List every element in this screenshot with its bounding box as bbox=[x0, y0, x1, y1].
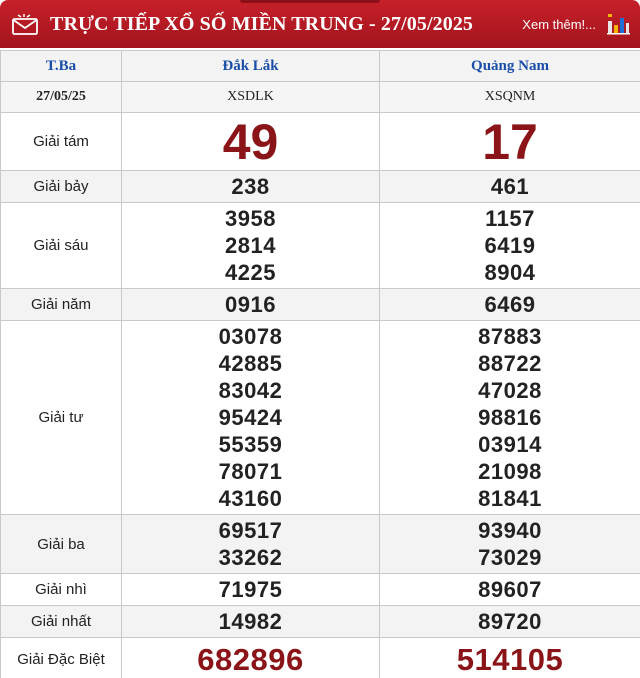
prize-number: 55359 bbox=[218, 432, 283, 457]
prize-cell bbox=[380, 171, 640, 203]
province-code: XSQNM bbox=[380, 82, 640, 113]
prize-number: 238 bbox=[231, 174, 270, 199]
prize-label: Giải tám bbox=[1, 113, 122, 171]
province-name[interactable]: Đắk Lắk bbox=[122, 51, 380, 82]
prize-number: 42885 bbox=[218, 351, 283, 376]
prize-cell bbox=[380, 113, 640, 171]
prize-cell bbox=[380, 321, 640, 515]
prize-number: 49 bbox=[222, 113, 279, 170]
prize-row bbox=[1, 515, 640, 574]
prize-cell bbox=[122, 321, 380, 515]
prize-number: 2814 bbox=[225, 233, 276, 258]
province-header-row bbox=[1, 51, 640, 82]
prize-label: Giải nhì bbox=[1, 574, 122, 606]
prize-number: 73029 bbox=[478, 545, 542, 570]
prize-row bbox=[1, 606, 640, 638]
page-title: TRỰC TIẾP XỔ SỐ MIỀN TRUNG - 27/05/2025 bbox=[50, 12, 474, 35]
prize-number: 69517 bbox=[218, 518, 283, 543]
prize-cell bbox=[380, 203, 640, 289]
prize-label: Giải nhất bbox=[1, 606, 122, 638]
prize-number: 98816 bbox=[478, 405, 542, 430]
province-code-row bbox=[1, 82, 640, 113]
prize-cell bbox=[122, 203, 380, 289]
mail-icon bbox=[12, 13, 38, 35]
prize-number: 461 bbox=[490, 174, 530, 199]
prize-cell bbox=[122, 638, 380, 678]
prize-label: Giải sáu bbox=[1, 203, 122, 289]
prize-number: 0916 bbox=[225, 292, 276, 317]
prize-row bbox=[1, 113, 640, 171]
prize-number: 6469 bbox=[484, 292, 536, 317]
prize-cell bbox=[122, 171, 380, 203]
prize-number: 33262 bbox=[218, 545, 283, 570]
prize-number: 95424 bbox=[218, 405, 283, 430]
prize-cell bbox=[380, 574, 640, 606]
prize-label: Giải Đặc Biệt bbox=[1, 638, 122, 678]
prize-cell bbox=[380, 289, 640, 321]
prize-number: 47028 bbox=[478, 378, 542, 403]
prize-row bbox=[1, 574, 640, 606]
prize-number: 14982 bbox=[218, 609, 283, 634]
prize-number: 4225 bbox=[225, 260, 276, 285]
prize-number: 89607 bbox=[478, 577, 542, 602]
prize-row bbox=[1, 289, 640, 321]
prize-number: 1157 bbox=[485, 206, 535, 231]
prize-number: 87883 bbox=[478, 324, 542, 349]
prize-number: 93940 bbox=[478, 518, 542, 543]
prize-number: 88722 bbox=[478, 351, 542, 376]
prize-number: 03078 bbox=[218, 324, 283, 349]
province-name[interactable]: Quảng Nam bbox=[380, 51, 640, 82]
header-bar bbox=[0, 0, 640, 48]
prize-cell bbox=[380, 638, 640, 678]
results-table bbox=[0, 50, 640, 678]
prize-row bbox=[1, 171, 640, 203]
province-code: XSDLK bbox=[122, 82, 380, 113]
prize-number: 43160 bbox=[218, 486, 283, 511]
day-label: T.Ba bbox=[1, 51, 122, 82]
prize-cell bbox=[122, 515, 380, 574]
prize-label: Giải tư bbox=[1, 321, 122, 515]
prize-cell bbox=[122, 574, 380, 606]
prize-number: 03914 bbox=[478, 432, 542, 457]
prize-number: 89720 bbox=[478, 609, 542, 634]
prize-label: Giải bảy bbox=[1, 171, 122, 203]
prize-label: Giải ba bbox=[1, 515, 122, 574]
prize-number: 8904 bbox=[484, 260, 536, 285]
see-more-link[interactable]: Xem thêm!... bbox=[522, 16, 596, 32]
prize-number: 514105 bbox=[456, 641, 564, 677]
prize-number: 78071 bbox=[218, 459, 283, 484]
prize-number: 3958 bbox=[225, 206, 276, 231]
prize-cell bbox=[122, 606, 380, 638]
prize-cell bbox=[380, 515, 640, 574]
header-tab-accent bbox=[240, 0, 380, 3]
prize-row bbox=[1, 638, 640, 678]
prize-number: 83042 bbox=[218, 378, 283, 403]
prize-number: 21098 bbox=[478, 459, 542, 484]
prize-label: Giải năm bbox=[1, 289, 122, 321]
prize-number: 6419 bbox=[484, 233, 536, 258]
prize-cell bbox=[380, 606, 640, 638]
prize-cell bbox=[122, 289, 380, 321]
prize-number: 71975 bbox=[218, 577, 283, 602]
prize-number: 682896 bbox=[197, 641, 304, 677]
prize-number: 17 bbox=[482, 113, 538, 170]
bar-chart-icon[interactable] bbox=[606, 13, 630, 35]
prize-row bbox=[1, 203, 640, 289]
prize-number: 81841 bbox=[478, 486, 542, 511]
prize-cell bbox=[122, 113, 380, 171]
draw-date: 27/05/25 bbox=[1, 82, 122, 113]
prize-row bbox=[1, 321, 640, 515]
